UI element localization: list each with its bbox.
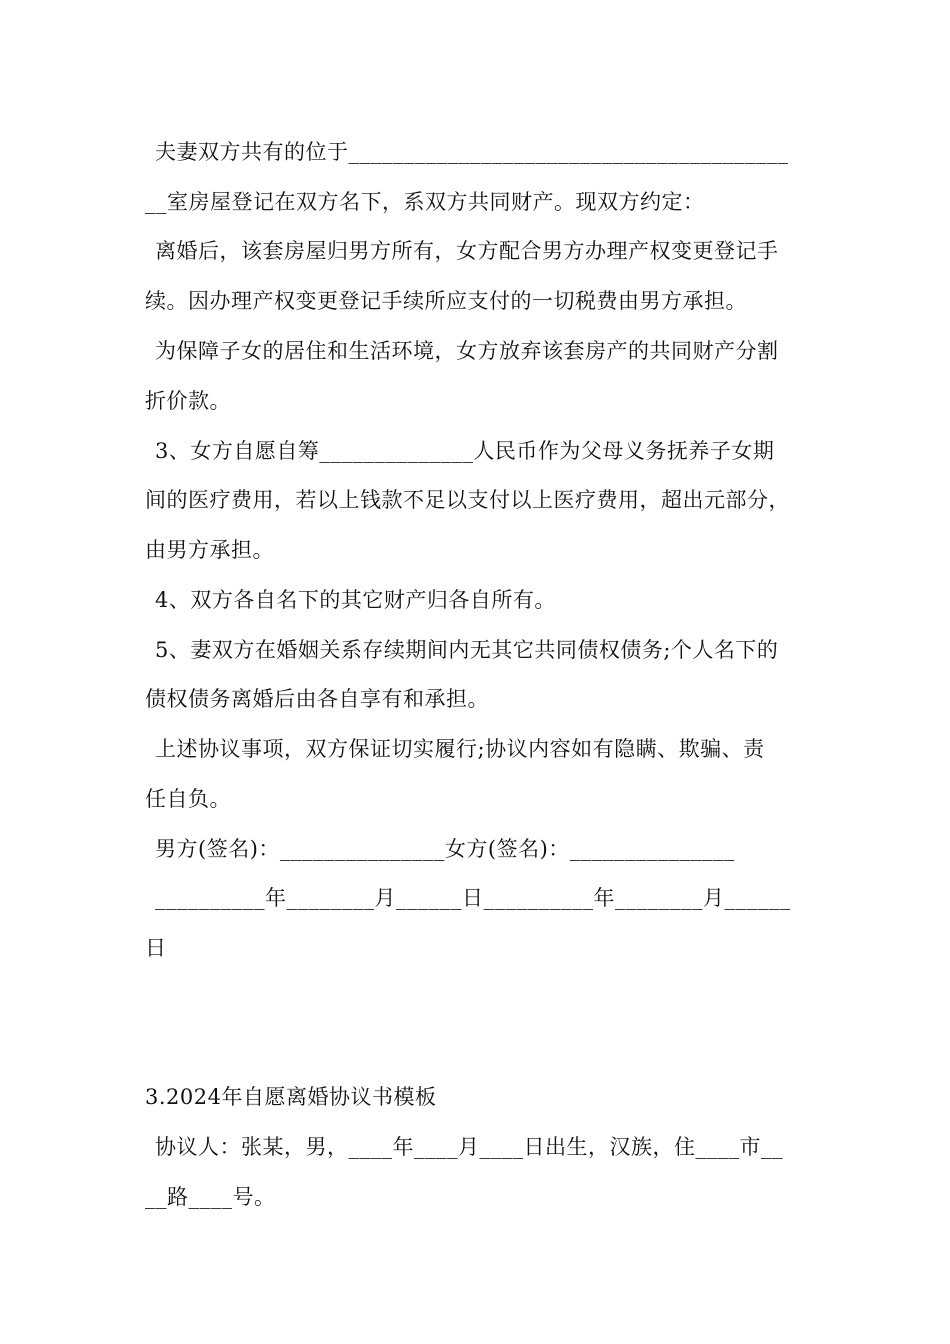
- text-line: 间的医疗费用，若以上钱款不足以支付以上医疗费用，超出元部分，: [145, 488, 790, 512]
- text-line: __室房屋登记在双方名下，系双方共同财产。现双方约定：: [145, 190, 705, 214]
- date-line: __________年________月______日__________年________月______: [155, 886, 791, 910]
- section-heading: 3.2024年自愿离婚协议书模板: [145, 1085, 437, 1109]
- signature-line: 男方(签名)：_______________女方(签名)：_______________: [155, 837, 735, 861]
- text-line: 续。因办理产权变更登记手续所应支付的一切税费由男方承担。: [145, 289, 747, 313]
- text-line: 债权债务离婚后由各自享有和承担。: [145, 687, 489, 711]
- text-line: 折价款。: [145, 389, 231, 413]
- text-line: 5、妻双方在婚姻关系存续期间内无其它共同债权债务;个人名下的: [155, 638, 779, 662]
- text-line: 日: [145, 936, 167, 960]
- text-line: 离婚后，该套房屋归男方所有，女方配合男方办理产权变更登记手: [155, 239, 779, 263]
- text-line: 任自负。: [145, 787, 231, 811]
- text-line: 由男方承担。: [145, 538, 274, 562]
- text-line: 夫妻双方共有的位于________________________________________: [155, 140, 789, 164]
- text-line: 4、双方各自名下的其它财产归各自所有。: [155, 588, 556, 612]
- text-line: __路____号。: [145, 1185, 276, 1209]
- text-line: 3、女方自愿自筹______________人民币作为父母义务抚养子女期: [155, 439, 775, 463]
- text-line: 为保障子女的居住和生活环境，女方放弃该套房产的共同财产分割: [155, 339, 779, 363]
- text-line: 协议人：张某，男，____年____月____日出生，汉族，住____市__: [155, 1135, 783, 1159]
- text-line: 上述协议事项，双方保证切实履行;协议内容如有隐瞒、欺骗、责: [155, 737, 765, 761]
